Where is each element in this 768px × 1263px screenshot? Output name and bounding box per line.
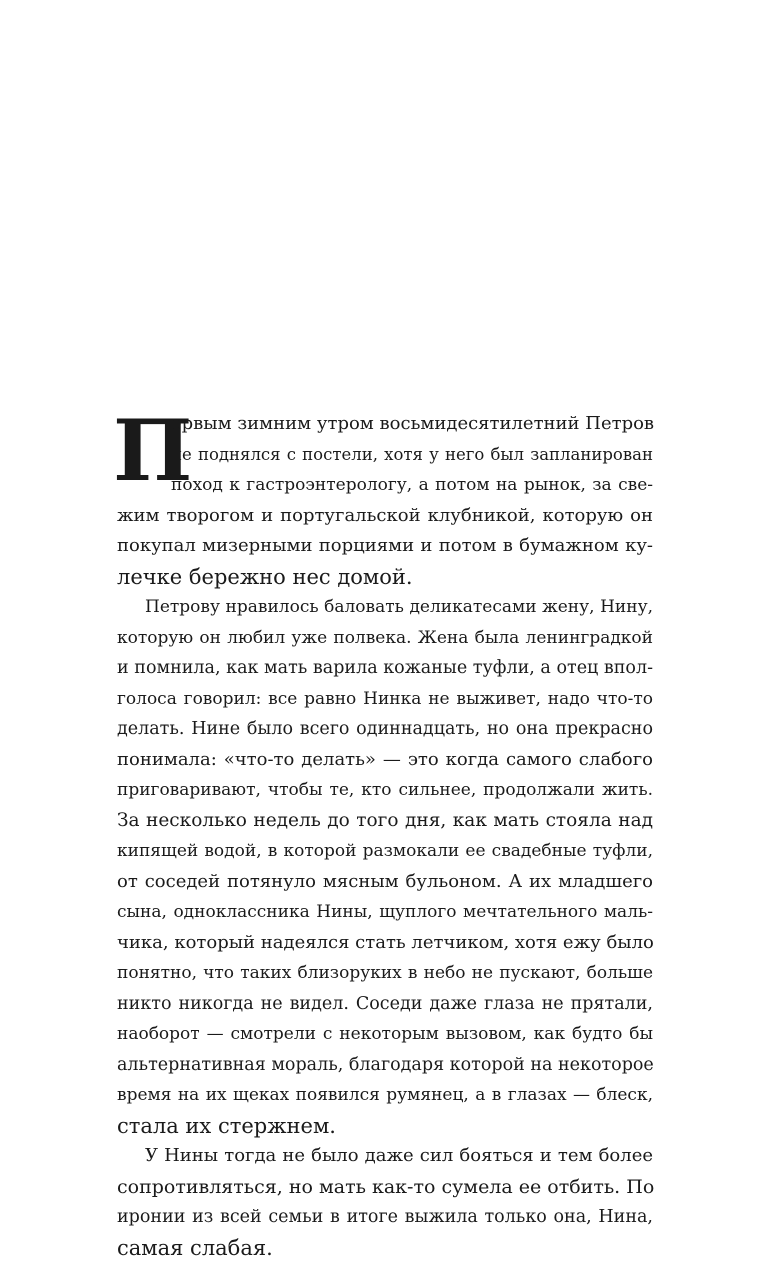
text-line: понятно, что таких близоруких в небо не пускают, больше xyxy=(117,958,653,989)
text-line: лечке бережно нес домой. xyxy=(117,562,653,593)
text-line: Петрову нравилось баловать деликатесами жену, Нину, xyxy=(117,592,653,623)
text-line: наоборот — смотрели с некоторым вызовом, как будто бы xyxy=(117,1019,653,1050)
text-line: ервым зимним утром восьмидесятилетний Петров xyxy=(117,409,653,440)
body-text xyxy=(117,409,653,1263)
text-line: сына, одноклассника Нины, щуплого мечтательного маль- xyxy=(117,897,653,928)
text-line: поход к гастроэнтерологу, а потом на рынок, за све- xyxy=(117,470,653,501)
text-line: кипящей водой, в которой размокали ее свадебные туфли, xyxy=(117,836,653,867)
text-line: которую он любил уже полвека. Жена была ленинградкой xyxy=(117,623,653,654)
drop-cap-letter: П xyxy=(113,409,192,493)
text-line: приговаривают, чтобы те, кто сильнее, продолжали жить. xyxy=(117,775,653,806)
text-line: делать. Нине было всего одиннадцать, но она прекрасно xyxy=(117,714,653,745)
text-line: никто никогда не видел. Соседи даже глаза не прятали, xyxy=(117,989,653,1020)
text-line: альтернативная мораль, благодаря которой на некоторое xyxy=(117,1050,653,1081)
text-line: понимала: «что-то делать» — это когда самого слабого xyxy=(117,745,653,776)
text-line: иронии из всей семьи в итоге выжила только она, Нина, xyxy=(117,1202,653,1233)
text-line: стала их стержнем. xyxy=(117,1111,653,1142)
text-line: За несколько недель до того дня, как мать стояла над xyxy=(117,806,653,837)
text-line: время на их щеках появился румянец, а в глазах — блеск, xyxy=(117,1080,653,1111)
text-line: жим творогом и португальской клубникой, которую он xyxy=(117,501,653,532)
text-line: самая слабая. xyxy=(117,1233,653,1263)
text-line: У Нины тогда не было даже сил бояться и тем более xyxy=(117,1141,653,1172)
text-line: чика, который надеялся стать летчиком, хотя ежу было xyxy=(117,928,653,959)
text-line: от соседей потянуло мясным бульоном. А их младшего xyxy=(117,867,653,898)
text-line: и помнила, как мать варила кожаные туфли, а отец впол- xyxy=(117,653,653,684)
text-line: покупал мизерными порциями и потом в бумажном ку- xyxy=(117,531,653,562)
text-line: не поднялся с постели, хотя у него был запланирован xyxy=(117,440,653,471)
text-line: голоса говорил: все равно Нинка не выживет, надо что-то xyxy=(117,684,653,715)
text-line: сопротивляться, но мать как-то сумела ее отбить. По xyxy=(117,1172,653,1203)
